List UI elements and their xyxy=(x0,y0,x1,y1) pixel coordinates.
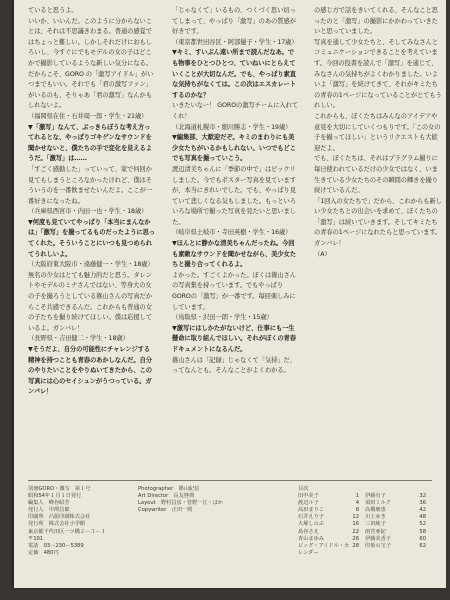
contents-entry-page: 22 xyxy=(352,528,359,535)
reader-letter: （北海道札幌市・細川勝志・学生・19歳） xyxy=(172,123,292,131)
contents-entry-name: 高田まりこ xyxy=(298,507,324,514)
contents-entry-name: 須田ミルク xyxy=(365,500,391,507)
reader-letter: でも、ぼくたちは、それはプラグラム撮りに毎日使われているだけの少女ではなく、いま生きている少女たちのその瞬間の輝きを撮り続けているんだ。 xyxy=(314,155,438,195)
publisher-line: 発行所 株式会社小学館 xyxy=(28,521,86,528)
contents-entry-name: 青山まゆみ xyxy=(298,535,324,542)
contents-entry-page: 62 xyxy=(419,542,426,549)
reader-letter: （福岡県在住・石井周一郎・学生・21歳） xyxy=(28,112,148,120)
text-column-1 xyxy=(28,6,156,472)
credits xyxy=(138,486,288,514)
publisher-line: 印刷所 凸版印刷株式会社 xyxy=(28,514,91,521)
reader-letter: 「1回入の女たちで」だから、これからも新しい少女たちとの出会いを求めて、ぼくたちの「激写」は続いていきます。そしてキミたちの青春の1ページになれたらと思っています。ガンバレ！ xyxy=(314,197,442,248)
contents-entry-page: 12 xyxy=(352,514,359,521)
magazine-page xyxy=(14,0,446,588)
contents-title: 目次 xyxy=(298,486,309,492)
contents-entry-name: 川上ゆき xyxy=(365,514,386,521)
reader-letter: よかった。すごくよかった。ぼくは篠山さんの写真集を持っています。でもやっぱりGOROの「激写」が一番です。毎回楽しみにしています。 xyxy=(172,271,296,311)
contents-entry-page: 4 xyxy=(355,500,359,507)
credit-label: Photographer xyxy=(138,486,174,492)
publisher-line: 編集人 峰谷昭芳 xyxy=(28,500,70,507)
contents-entry-name: 渡辺ル子 xyxy=(298,500,319,507)
contents-entry-page: 28 xyxy=(352,542,359,549)
credit-label: Layout xyxy=(138,500,156,507)
letters-section xyxy=(14,6,446,472)
contents-row xyxy=(298,521,432,528)
publisher-line: 東京都千代田区一ツ橋２－３－１ xyxy=(28,528,106,535)
contents-entry-name: 三田純子 xyxy=(365,521,386,528)
contents-row xyxy=(298,529,432,536)
contents-entry-name: 田中美子 xyxy=(298,493,319,500)
reader-letter: （岐阜県土岐市・寺田英樹・学生・16歳） xyxy=(172,229,292,237)
contents-entry-name: ビッグ・アイドル・カレンダー xyxy=(298,542,350,556)
contents-entry-name: 高橋朋恵 xyxy=(365,507,386,514)
reader-letter: いいか、いいんだ。このように分からないことは、それは不思議きわまる。普通の感覚ではちょっと難しい。しかしそれだけにおもしろいし、今すぐにでもモデルの女の子はどこかで撮影しているような新しい気分になる。だからこそ、GORO の「激写アイドル」がいつまでもいい。それでも「君の激写ファン」がいるのも、そりゃあ「君の激写」なんかもしれないよ。 xyxy=(28,17,154,110)
contents-entry-page: 52 xyxy=(419,521,426,528)
reader-letter: （兵庫県西宮市・内田一也・学生・18歳） xyxy=(28,208,148,216)
reader-letter: ていると思うよ。 xyxy=(28,7,78,14)
contents-entry-page: 1 xyxy=(355,493,359,500)
contents-list xyxy=(298,493,432,557)
reader-letter: の感じ方で話をきいてくれる、そんなこと思ったのと「激写」の撮影にかかわっていきたいと思っていました。 xyxy=(314,7,438,36)
editor-reply: ▼キミ、すいぶん遠い所まで読んだなあ。でも物事をひとつひとつ、ていねいにとらえていくことが大切なんだ。でも、やっぱり素直な気持ちがなくては。この次はエスカレートするのかな？ xyxy=(172,49,296,99)
publisher-line: 〒101 xyxy=(28,535,44,542)
text-column-2 xyxy=(172,6,300,472)
credit-label: Copywriter xyxy=(138,507,167,514)
contents-entry-page: 60 xyxy=(419,535,426,542)
credit-label: Art Director xyxy=(138,493,169,500)
reader-letter: （大阪府東大阪市・遠藤健一・学生・18歳） xyxy=(28,261,154,269)
contents-entry-name: 石井えり子 xyxy=(298,514,324,521)
credit-value: 正田一則 xyxy=(171,507,193,514)
colophon xyxy=(28,480,432,576)
contents-row xyxy=(298,536,432,543)
editor-reply: ▼「激写」なんて、ぶっきらぼうな考え方ってれるとな、やっぱりゴキゲンなサウンドを聞かせないと、僕たちの手で変化を見えるようだ。「激写」は…… xyxy=(28,123,152,163)
editor-reply: ▼何度も見ていてやっぱり「本当にまんなかは」「激写」を撮ってるものだったように思ってくれた。そういうことにいつも見つめられてうれしいよ。 xyxy=(28,218,155,258)
contents-entry-name: 伊藤美香子 xyxy=(365,535,391,542)
contents-entry-name: 島谷さえ xyxy=(298,528,319,535)
reader-letter: 写真を通して少女たちと、そしてみなさんとコミュニケーションできることを考えています。今回の投書を読んで「激写」を通じて、みなさんの気持ちがよくわかりました。いよいよ「激写」を続けてきて、それがキミたちの青春の1ページになっていることがとてもうれしい。 xyxy=(314,38,442,110)
contents-row xyxy=(298,543,432,557)
contents-entry-page: 58 xyxy=(419,528,426,535)
editor-reply: ▼ほんとに静かな清美ちゃんだったね。今回も素敵なサウンドを聞かせながら、美少女たちと撮り合ってくれるよ。 xyxy=(172,240,296,269)
reader-letter: 渡辺清美ちゃんに「季節の中で」はビックリしました。今でもポスター写真を見ていますが、本当にきれいでした。でも、やっぱり見ていて悲しくなる気もしました。もっといろいろな場所で撮った写真を見たいと思いました。 xyxy=(172,165,296,226)
contents-entry-page: 16 xyxy=(352,521,359,528)
contents-entry-page: 8 xyxy=(355,507,359,514)
colophon-divider xyxy=(28,480,432,481)
reader-letter: これからも、ぼくたちはみんなのアイデアや意見を大切にしていくつもりです。「この女の子を撮ってほしい」というリクエストも大歓迎だよ。 xyxy=(314,112,441,152)
reader-letter: 無名の少女はとても魅力的だと思う。タレントやモデルのミナさんではない、等身大の女の子を撮ろうとしている篠山さんの写真だからこそ共感できるんだ。これからも普通の女の子たちを撮り続けてほしい。僕は応援しているよ。ガンバレ！ xyxy=(28,271,152,332)
reader-letter: （長野県・吉田健二・学生・18歳） xyxy=(28,335,129,343)
publisher-line: 昭和54年１月１日発行 xyxy=(28,493,82,500)
table-of-contents xyxy=(298,486,432,557)
editor-reply: ▼そうだよ、自分の可能性にチャレンジする精神を持つことも青春のあかしなんだ。自分のやりたいことをやりぬいてきたから、この写真には心のセイシュンがうつっている。ガンバレ！ xyxy=(28,346,152,396)
reader-letter: （A） xyxy=(314,250,331,258)
contents-entry-name: 伊藤有子 xyxy=(365,493,386,500)
editor-reply: ▼激写にはしかたがないけど、仕事にも一生懸命に取り組んでほしい。それがぼくの青春ドキュメントになるんだ。 xyxy=(172,324,296,353)
reader-letter: いきたいなー！ GOROの激写チームに入れてくれ！ xyxy=(172,102,299,120)
reader-letter: （鳥取県・沢田一朗・学生・15歳） xyxy=(172,314,273,322)
reader-letter: 「すごく感動した」っていって、家で何回か見てもしまうところなかったけれど、僕はそういうのを一番飲ませたいんだよ。ここが一番好きになったね。 xyxy=(28,165,152,205)
publisher-info xyxy=(28,486,128,557)
credit-value: 野村昌彦・菅野一江・ほか xyxy=(160,500,224,507)
contents-entry-page: 48 xyxy=(419,514,426,521)
contents-entry-page: 36 xyxy=(419,500,426,507)
contents-entry-name: 雨宮亜紀 xyxy=(365,528,386,535)
reader-letter: 「じゃなくて」いるもの、つくづく思い切ってしまって、やっぱり「激写」のあの質感が好きです。 xyxy=(172,7,296,36)
publisher-line: 別冊GORO・激写 第１号 xyxy=(28,486,91,492)
reader-letter: （東京都世田谷区・阿部優子・学生・17歳） xyxy=(172,38,298,46)
publisher-line: 定価 480円 xyxy=(28,549,59,556)
contents-entry-name: 大塚しのぶ xyxy=(298,521,324,528)
credit-value: 長友啓典 xyxy=(173,493,195,500)
credit-value: 篠山紀信 xyxy=(178,486,200,492)
text-column-3 xyxy=(314,6,442,472)
publisher-line: 電話 03－230－5389 xyxy=(28,542,84,549)
contents-entry-page: 26 xyxy=(352,535,359,542)
contents-entry-page: 32 xyxy=(419,493,426,500)
reader-letter: 篠山さんは「記録」じゃなくて「気持」だ、ってなんとも。そんなことがよくわかる。 xyxy=(172,356,296,375)
editor-reply: ▼編集部、大歓迎だぞ。キミのまわりにも美少女たちがいるかもしれない。いつでもどこでも写真を撮っていこう。 xyxy=(172,134,296,163)
contents-entry-page: 42 xyxy=(419,507,426,514)
contents-entry-name: 印象の宝子 xyxy=(365,542,391,549)
credit-row xyxy=(138,507,288,514)
publisher-line: 発行人 中澤昌郎 xyxy=(28,507,70,514)
